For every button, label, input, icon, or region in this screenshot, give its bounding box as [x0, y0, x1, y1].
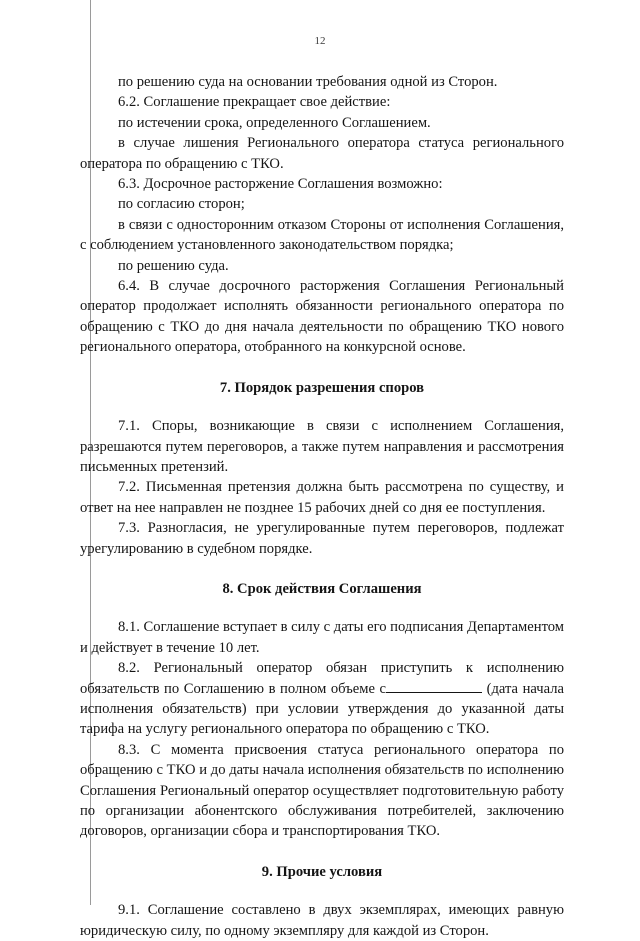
paragraph-8-2-start: 8.2. Региональный оператор обязан приступить к исполнению обязательств по Соглашению в полном объеме с	[80, 660, 564, 697]
document-body	[80, 72, 564, 941]
paragraph-6-3: 6.3. Досрочное расторжение Соглашения возможно:	[118, 176, 443, 193]
paragraph-6-4: 6.4. В случае досрочного расторжения Соглашения Региональный оператор продолжает исполнять обязанности регионального оператора по обращению с ТКО до дня начала деятельности по обращению ТКО нового регионального оператора, отобранного на конкурсной основе.	[80, 278, 564, 356]
section-7-heading: 7. Порядок разрешения споров	[219, 379, 425, 396]
paragraph-6-2: 6.2. Соглашение прекращает свое действие:	[118, 94, 391, 111]
paragraph-8-2-end: (дата начала исполнения обязательств) при условии утверждения до указанной даты тарифа на услугу регионального оператора по обращению с ТКО.	[80, 680, 565, 738]
paragraph-8-2	[80, 658, 564, 740]
paragraph-6-3-item-a: по согласию сторон;	[118, 196, 245, 213]
paragraph-8-1: 8.1. Соглашение вступает в силу с даты его подписания Департаментом и действует в течение 10 лет.	[80, 619, 565, 656]
date-blank-field	[386, 679, 482, 693]
paragraph-7-2: 7.2. Письменная претензия должна быть рассмотрена по существу, и ответ на нее направлен не позднее 15 рабочих дней со дня ее поступления.	[80, 479, 564, 516]
section-8-heading: 8. Срок действия Соглашения	[222, 580, 422, 597]
paragraph-6-3-item-c: по решению суда.	[118, 257, 229, 274]
paragraph-6-2-item-a: по истечении срока, определенного Соглашением.	[118, 114, 431, 131]
paragraph-7-1: 7.1. Споры, возникающие в связи с исполнением Соглашения, разрешаются путем переговоров, а также путем направления и рассмотрения письменных претензий.	[80, 418, 564, 475]
page-number: 12	[314, 35, 326, 47]
paragraph-6-3-item-b: в связи с односторонним отказом Стороны от исполнения Соглашения, с соблюдением установленного законодательством порядка;	[80, 216, 564, 254]
paragraph-6-1-tail: по решению суда на основании требования одной из Сторон.	[118, 74, 498, 90]
paragraph-8-3: 8.3. С момента присвоения статуса регионального оператора по обращению с ТКО и до даты начала исполнения обязательств по исполнению Соглашения Региональный оператор осуществляет подготовительную работу по организации абонентского обслуживания потребителей, заключению договоров, организации сбора и транспортирования ТКО.	[80, 741, 564, 840]
paragraph-6-2-item-b: в случае лишения Регионального оператора статуса регионального оператора по обращению с ТКО.	[80, 135, 564, 172]
paragraph-7-3: 7.3. Разногласия, не урегулированные путем переговоров, подлежат урегулированию в судебном порядке.	[80, 520, 564, 557]
paragraph-9-1: 9.1. Соглашение составлено в двух экземплярах, имеющих равную юридическую силу, по одному экземпляру для каждой из Сторон.	[80, 902, 564, 939]
section-9-heading: 9. Прочие условия	[261, 863, 383, 880]
